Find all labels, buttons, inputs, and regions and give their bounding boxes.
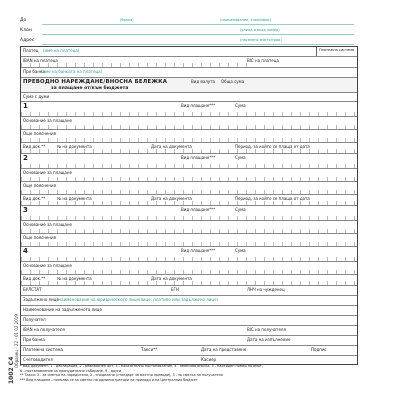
bic-beneficiary-label: BIC на получателя: [247, 327, 286, 332]
form-title-sub: за плащане от/към бюджета: [51, 86, 129, 91]
payer-row[interactable]: [21, 47, 357, 57]
doc-date-label: Дата на документа: [151, 196, 192, 201]
form-title: [21, 78, 357, 93]
payment-block-3: [21, 206, 357, 247]
doc-date-label: Дата на документа: [151, 144, 192, 149]
beneficiary-row[interactable]: [21, 316, 357, 326]
iban-beneficiary-row[interactable]: [21, 326, 357, 336]
doc-type-label: Вид док.**: [23, 276, 46, 281]
payment-type-label: Вид плащане***: [181, 155, 216, 160]
form-code-note: Образец - 22 - 01 02 2019: [14, 314, 19, 368]
form-title-main: ПРЕВОДНО НАРЕЖДАНЕ/ВНОСНА БЕЛЕЖКА: [23, 79, 168, 85]
basis-label: Основание за плащане: [23, 170, 72, 175]
block-number: 1: [23, 102, 28, 110]
fees-label: Такси**: [141, 347, 158, 352]
footnote: 6 - постановление за принудително събиране, 9 - други: [20, 368, 122, 373]
block-number: 2: [23, 154, 28, 162]
signature-label: Подпис: [311, 347, 327, 352]
more-info-label: Още пояснения: [23, 183, 57, 188]
amount-label: Сума: [235, 155, 246, 160]
beneficiary-label: Получател: [23, 317, 46, 322]
pay-system-label: Платежна система: [23, 347, 64, 352]
amount-label: Сума: [235, 103, 246, 108]
amount-words-row[interactable]: [21, 93, 357, 102]
period-label: Период, за който се плаща от дата: [235, 196, 310, 201]
form-code: 1002 C4: [8, 356, 15, 384]
doc-no-label: № на документа: [57, 276, 92, 281]
header-hint: (населено място/град): [240, 38, 282, 42]
header-row-address[interactable]: [20, 36, 354, 46]
payer-label: Платец: [23, 48, 39, 53]
obligor-name-label: Наименование на задълженото лице: [23, 307, 102, 312]
payment-type-label: Вид плащане***: [181, 103, 216, 108]
footnote: ** Такси: 1 - за сметка на наредителя, 2 - споделени (стандарт за местни преводи), 3 - за сметка на получателя: [20, 373, 223, 378]
header-hint: (наименование, клон/офис): [220, 18, 272, 22]
total-label: Обща сума: [221, 79, 245, 84]
more-info-label: Още пояснения: [23, 235, 57, 240]
footnote: * Вид документ: 1 - декларация, 2 - ревизионен акт, 3 - наказателно постановление, 4 - авансова вноска, 5 - партиден номер на имот,: [20, 364, 263, 368]
amount-label: Сума: [235, 207, 246, 212]
payer-hint: (име на платеца): [43, 48, 80, 53]
payment-system-label: Платежна система: [319, 48, 355, 52]
header-label: Клон: [20, 28, 32, 33]
period-label: Период, за който се плаща от дата: [235, 144, 310, 149]
header-row-branch[interactable]: [20, 26, 354, 36]
block-number: 3: [23, 206, 28, 214]
header-label: Адрес: [20, 38, 35, 43]
footer-notes: [20, 364, 356, 382]
doc-type-label: Вид док.**: [23, 144, 46, 149]
basis-label: Основание за плащане: [23, 222, 72, 227]
header-row-to[interactable]: [20, 16, 354, 26]
lnch-label: ЛНЧ на чужденец: [247, 287, 285, 292]
bank-payer-label: При банка: [23, 69, 45, 74]
bank-payer-row[interactable]: [21, 68, 357, 78]
cashier-label: Касиер: [201, 357, 217, 362]
block-number: 4: [23, 247, 28, 255]
accountant-label: Счетоводител: [23, 357, 53, 362]
signatures-row[interactable]: [21, 356, 357, 364]
payment-block-2: [21, 154, 357, 206]
payment-type-label: Вид плащане***: [181, 207, 216, 212]
header-label: До: [20, 18, 27, 23]
amount-words-label: Сума с думи: [23, 94, 50, 99]
footnote: *** Вид плащане - попълва се за сметки на администратори на приходи и на Централния бюджет: [20, 377, 198, 382]
bank-payer-hint: (име на банката на платеца): [41, 69, 103, 74]
doc-no-label: № на документа: [57, 144, 92, 149]
egn-label: ЕГН: [171, 287, 179, 292]
payment-type-label: Вид плащане***: [181, 248, 216, 253]
bulstat-label: БУЛСТАТ: [23, 287, 42, 292]
doc-date-label: Дата на документа: [151, 276, 192, 281]
doc-type-label: Вид док.**: [23, 196, 46, 201]
bic-payer-label: BIC на платеца: [247, 58, 279, 63]
header-hint: (улица и вход номер): [240, 28, 280, 32]
bulstat-row[interactable]: [21, 286, 357, 296]
bank-address-header: [20, 16, 354, 46]
doc-no-label: № на документа: [57, 196, 92, 201]
payment-order-form: [20, 46, 358, 365]
date-submit-label: Дата на представяне: [201, 347, 247, 352]
obligor-hint: (наименование на юридическото лице/лице, платило или задължено лице): [57, 297, 219, 302]
basis-label: Основание за плащане: [23, 118, 72, 123]
bank-beneficiary-label: При банка: [23, 337, 45, 342]
iban-payer-row[interactable]: [21, 57, 357, 68]
date-execution-label: Дата на изпълнение: [247, 337, 291, 342]
basis-label: Основание за плащане: [23, 263, 72, 268]
more-info-label: Още пояснения: [23, 131, 57, 136]
system-row[interactable]: [21, 346, 357, 356]
payment-block-1: [21, 102, 357, 154]
currency-label: Вид валута: [191, 79, 215, 84]
obligor-row[interactable]: [21, 296, 357, 306]
iban-payer-label: IBAN на платеца: [23, 58, 58, 63]
bank-beneficiary-row[interactable]: [21, 336, 357, 346]
payment-block-4: [21, 247, 357, 286]
obligor-name-row[interactable]: [21, 306, 357, 316]
obligor-label: Задължено лице: [23, 297, 59, 302]
header-hint: (банка): [120, 18, 134, 22]
iban-beneficiary-label: IBAN на получателя: [23, 327, 65, 332]
amount-label: Сума: [235, 248, 246, 253]
